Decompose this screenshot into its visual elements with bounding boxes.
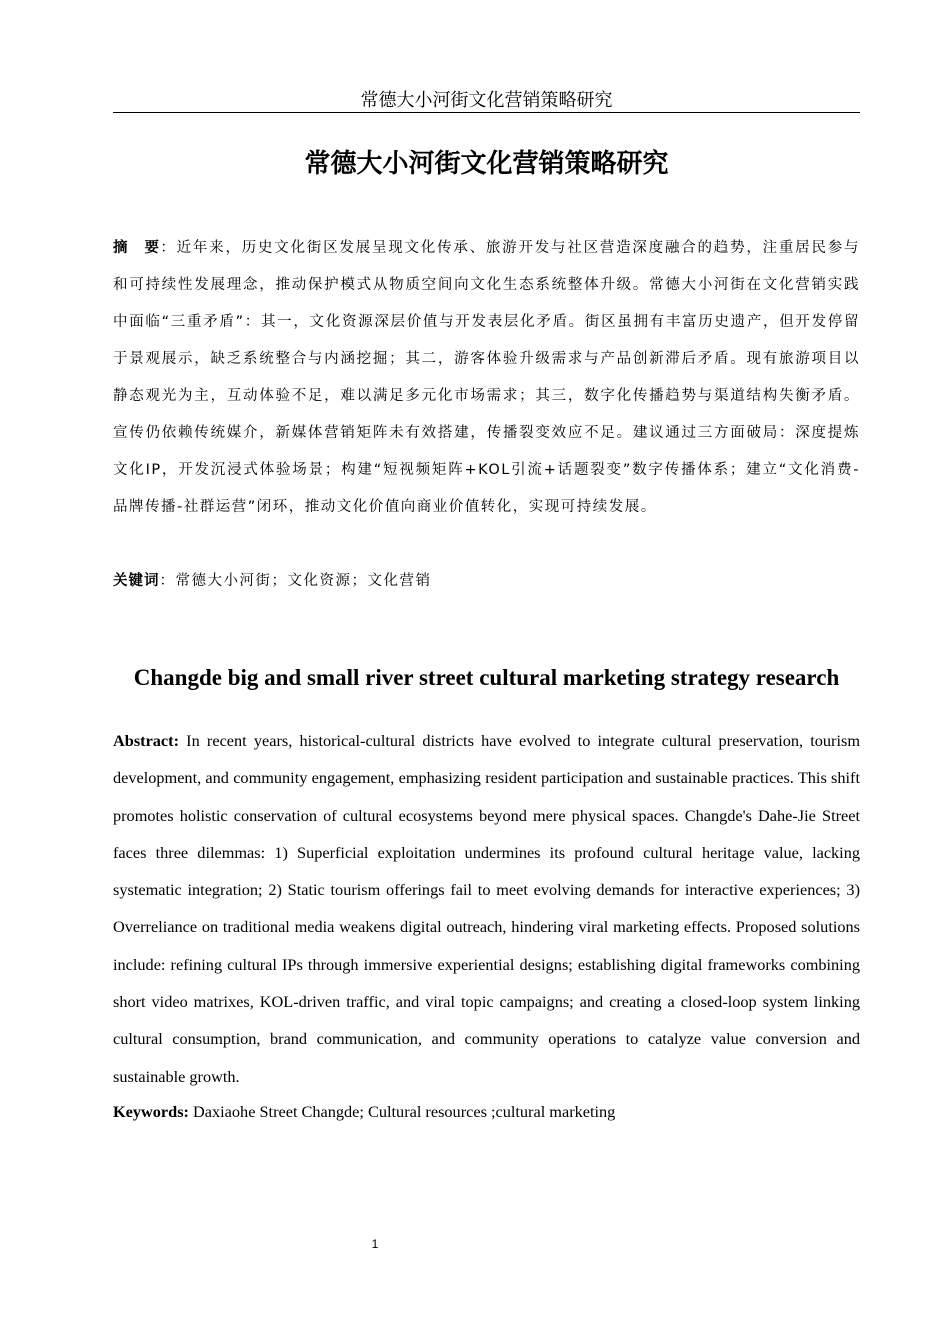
english-abstract: [113, 722, 860, 1095]
page-number: 1: [371, 1237, 379, 1251]
english-abstract-text: In recent years, historical-cultural districts have evolved to integrate cultural preservation, tourism development, and community engagement, emphasizing resident participation and sustainable practices. This shift promotes holistic conservation of cultural ecosystems beyond mere physical spaces. Changde's Dahe-Jie Street faces three dilemmas: 1) Superficial exploitation undermines its profound cultural heritage value, lacking systematic integration; 2) Static tourism offerings fail to meet evolving demands for interactive experiences; 3) Overreliance on traditional media weakens digital outreach, hindering viral marketing effects. Proposed solutions include: refining cultural IPs through immersive experiential designs; establishing digital frameworks combining short video matrixes, KOL-driven traffic, and viral topic campaigns; and creating a closed-loop system linking cultural consumption, brand communication, and community operations to catalyze value conversion and sustainable growth.: [113, 731, 860, 1086]
chinese-abstract-label: 摘 要: [113, 240, 161, 256]
english-keywords-label: Keywords:: [113, 1102, 189, 1121]
running-header: 常德大小河街文化营销策略研究: [113, 90, 860, 113]
english-title: Changde big and small river street cultural marketing strategy research: [133, 665, 840, 690]
chinese-abstract: [113, 230, 860, 526]
chinese-keywords-label: 关键词: [113, 573, 160, 589]
chinese-keywords-text: ：常德大小河街；文化资源；文化营销: [159, 573, 432, 589]
english-keywords-text: Daxiaohe Street Changde; Cultural resources ;cultural marketing: [188, 1102, 616, 1121]
chinese-abstract-text: ：近年来，历史文化街区发展呈现文化传承、旅游开发与社区营造深度融合的趋势，注重居民参与和可持续性发展理念，推动保护模式从物质空间向文化生态系统整体升级。常德大小河街在文化营销实践中面临“三重矛盾”：其一，文化资源深层价值与开发表层化矛盾。街区虽拥有丰富历史遗产，但开发停留于景观展示，缺乏系统整合与内涵挖掘；其二，游客体验升级需求与产品创新滞后矛盾。现有旅游项目以静态观光为主，互动体验不足，难以满足多元化市场需求；其三，数字化传播趋势与渠道结构失衡矛盾。宣传仍依赖传统媒介，新媒体营销矩阵未有效搭建，传播裂变效应不足。建议通过三方面破局：深度提炼文化IP，开发沉浸式体验场景；构建“短视频矩阵+KOL引流+话题裂变”数字传播体系；建立“文化消费-品牌传播-社群运营”闭环，推动文化价值向商业价值转化，实现可持续发展。: [113, 240, 861, 515]
chinese-title: 常德大小河街文化营销策略研究: [304, 149, 669, 179]
english-abstract-label: Abstract:: [113, 731, 180, 750]
chinese-keywords: [113, 566, 860, 596]
english-keywords: [113, 1097, 860, 1127]
